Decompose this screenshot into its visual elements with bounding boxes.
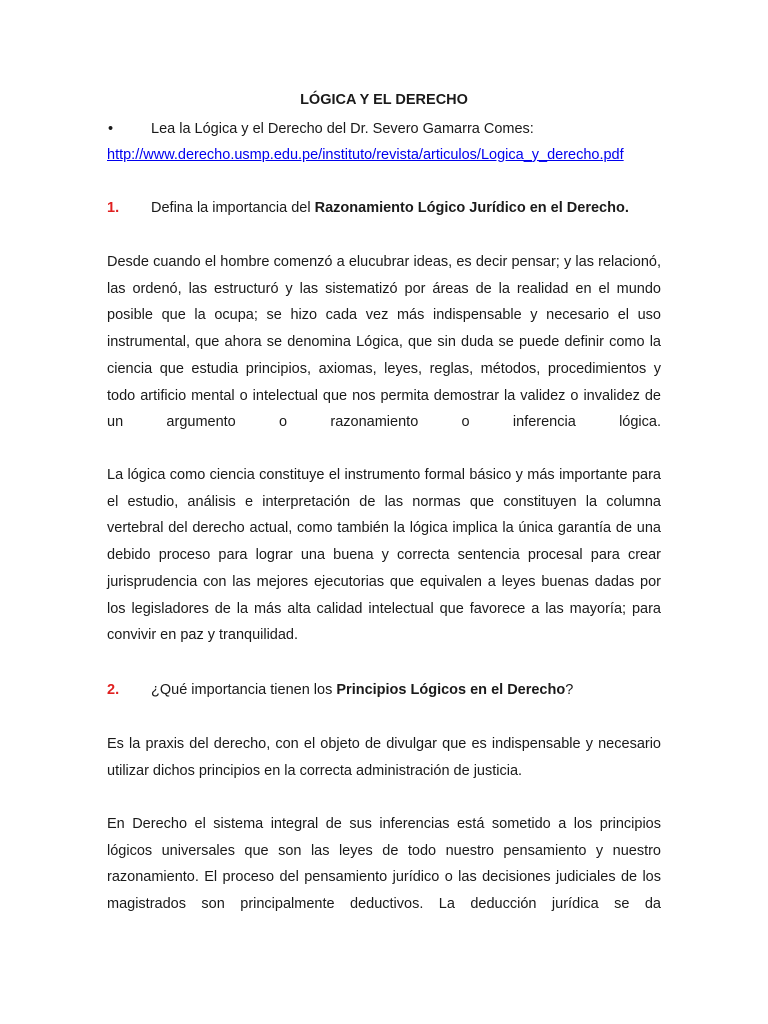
paragraph-3: Es la praxis del derecho, con el objeto de divulgar que es indispensable y necesario utilizar dichos principios en la correcta administración de justicia. <box>107 736 661 779</box>
paragraph-2: La lógica como ciencia constituye el instrumento formal básico y más importante para el estudio, análisis e interpretación de las normas que constituyen la columna vertebral del derecho actual, como también la lógica implica la única garantía de una debido proceso para lograr una buena y correcta sentencia procesal para crear jurisprudencia con las mejores ejecutorias que equivalen a leyes buenas dadas por los legisladores de la más alta calidad intelectual que favorece a las mayoría; para convivir en paz y tranquilidad. <box>107 467 661 644</box>
question-2-suffix: ? <box>565 682 574 698</box>
question-2-bold: Principios Lógicos en el Derecho <box>336 682 566 698</box>
bullet-icon: • <box>108 121 114 137</box>
reading-instruction-text: Lea la Lógica y el Derecho del Dr. Severo Gamarra Comes: <box>151 121 534 137</box>
question-1-number: 1. <box>107 200 120 216</box>
question-1-text <box>151 200 629 216</box>
question-1-bold: Razonamiento Lógico Jurídico en el Derecho. <box>314 200 629 216</box>
question-2-prefix: ¿Qué importancia tienen los <box>151 682 337 698</box>
paragraph-1: Desde cuando el hombre comenzó a elucubrar ideas, es decir pensar; y las relacionó, las ordenó, las estructuró y las sistematizó por áreas de la realidad en el mundo posible que la ocupa; se hizo cada vez más indispensable y necesario el uso instrumental, que ahora se denomina Lógica, que sin duda se puede definir como la ciencia que estudia principios, axiomas, leyes, reglas, métodos, procedimientos y todo artificio mental o intelectual que nos permita demostrar la validez o invalidez de un argumento o razonamiento o inferencia lógica. <box>107 254 661 431</box>
question-2-number: 2. <box>107 682 120 698</box>
question-1-prefix: Defina la importancia del <box>151 200 315 216</box>
paragraph-4: En Derecho el sistema integral de sus inferencias está sometido a los principios lógicos universales que son las leyes de todo nuestro pensamiento y nuestro razonamiento. El proceso del pensamiento jurídico o las decisiones judiciales de los magistrados son principalmente deductivos. La deducción jurídica se da <box>107 816 661 913</box>
article-link[interactable]: http://www.derecho.usmp.edu.pe/instituto/revista/articulos/Logica_y_derecho.pdf <box>107 147 624 163</box>
question-2-text <box>151 682 573 698</box>
document-title: LÓGICA Y EL DERECHO <box>300 92 468 108</box>
